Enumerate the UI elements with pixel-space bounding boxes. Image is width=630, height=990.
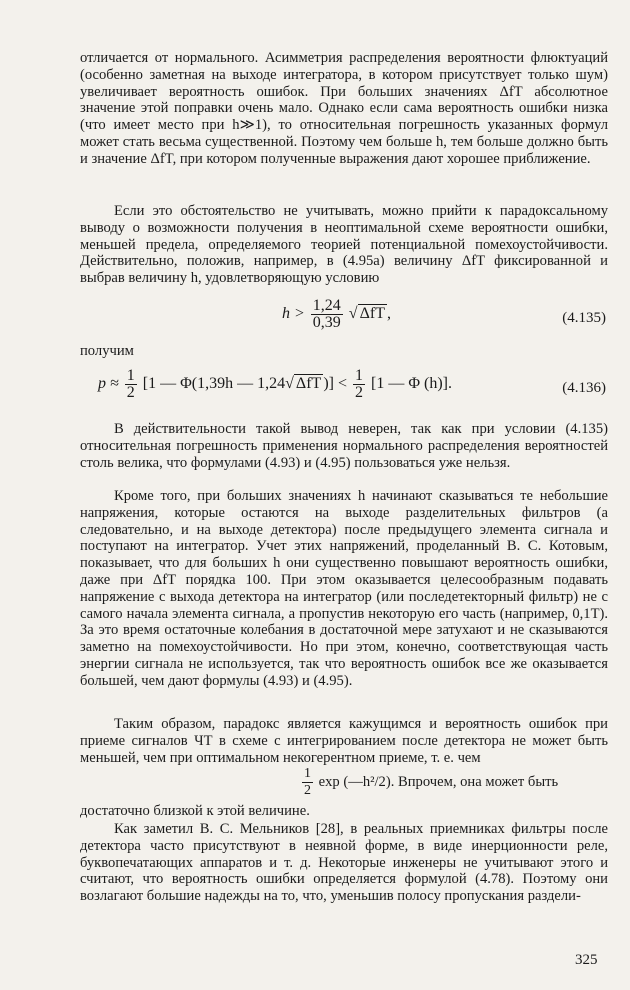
eq1-denominator: 0,39	[312, 314, 341, 331]
paragraph-5: Таким образом, парадокс является кажущимся и вероятность ошибок при приеме сигналов ЧТ в схеме с интегрированием после детектора не может быть меньшей, чем при оптимальном некогерентном приеме, т. е. чем	[80, 716, 608, 766]
p5-fraction-num: 1	[304, 766, 311, 781]
paragraph-1: отличается от нормального. Асимметрия распределения вероятности флюктуаций (особенно заметная на выходе интегратора, в котором присутствует только шум) увеличивает вероятность ошибок. При больших значениях ΔfT абсолютное значение этой поправки очень мало. Однако если сама вероятность ошибки низка (что имеет место при h≫1), то относительная погрешность указанных формул может стать весьма существенной. Поэтому чем больше h, тем больше должно быть и значение ΔfT, при котором полученные выражения дают хорошее приближение.	[80, 50, 608, 167]
eq1-tail: ,	[386, 305, 391, 323]
text-poluchim: получим	[80, 343, 134, 359]
eq2-end: [1 — Φ (h)].	[371, 375, 453, 393]
paragraph-2: Если это обстоятельство не учитывать, можно прийти к парадоксальному выводу о возможности получения в неоптимальной схеме вероятности ошибки, меньшей предела, определяемого теорией потенциальной помехоустойчивости. Действительно, положив, например, в (4.95а) величину ΔfT фиксированной и выбрав величину h, удовлетворяющую условию	[80, 203, 608, 287]
p5-formula	[300, 766, 558, 799]
eq1-numerator: 1,24	[312, 297, 341, 314]
p5-last-line: достаточно близкой к этой величине.	[80, 803, 310, 819]
equation-4-135	[282, 298, 391, 331]
eq1-radicand: ΔfT	[359, 305, 385, 323]
p5-fraction-den: 2	[304, 783, 311, 798]
eq2-num-2: 1	[355, 367, 363, 384]
eq2-radicand: ΔfT	[295, 375, 322, 393]
eq2-den-2: 2	[355, 384, 363, 401]
paragraph-6: Как заметил В. С. Мельников [28], в реальных приемниках фильтры после детектора часто присутствуют в неявной форме, в виде инерционности реле, буквопечатающих аппаратов и т. д. Некоторые инженеры не учитывают этого и считают, что вероятность ошибки определяется формулой (4.78). Поэтому они возлагают большие надежды на то, что, уменьшив полосу пропускания раздели-	[80, 821, 608, 905]
eq2-fraction-1	[125, 368, 137, 401]
eq2-fraction-2	[353, 368, 365, 401]
eq2-num-1: 1	[126, 367, 135, 384]
equation-number-4-136: (4.136)	[562, 380, 606, 396]
sqrt-icon: √	[285, 375, 294, 393]
eq1-lhs: h >	[282, 305, 305, 323]
eq2-middle: [1 — Φ(1,39h — 1,24	[142, 375, 286, 393]
paragraph-3: В действительности такой вывод неверен, так как при условии (4.135) относительная погрешность применения нормального распределения вероятностей столь велика, что формулами (4.93) и (4.95) пользоваться уже нельзя.	[80, 421, 608, 471]
page-number: 325	[575, 952, 598, 968]
p5-fraction	[302, 766, 313, 799]
eq2-middle-2: )] <	[323, 375, 347, 393]
p5-tail: exp (—h²/2). Впрочем, она может быть	[318, 773, 559, 790]
equation-4-136	[98, 368, 452, 401]
eq2-den-1: 2	[126, 384, 135, 401]
sqrt-icon: √	[348, 305, 358, 323]
eq1-fraction	[311, 298, 343, 331]
equation-number-4-135: (4.135)	[562, 310, 606, 326]
paragraph-4: Кроме того, при больших значениях h начинают сказываться те небольшие напряжения, которые остаются на выходе разделительных фильтров (а следовательно, и на выходе детектора) после предыдущего элемента сигнала и поступают на интегратор. Учет этих напряжений, проделанный В. С. Котовым, показывает, что для больших h они существенно повышают вероятность ошибки, даже при ΔfT порядка 100. При этом оказывается целесообразным подавать напряжение с выхода детектора на интегратор (или последетекторный фильтр) не с самого начала элемента сигнала, а пропустив некоторую его часть (например, 0,1T). За это время остаточные колебания в достаточной мере затухают и не сказываются заметно на помехоустойчивости. Но при этом, конечно, соответствующая часть энергии сигнала не используется, так что вероятность ошибок все же оказывается большей, чем дают формулы (4.93) и (4.95).	[80, 488, 608, 689]
eq2-lhs: p ≈	[98, 375, 119, 393]
